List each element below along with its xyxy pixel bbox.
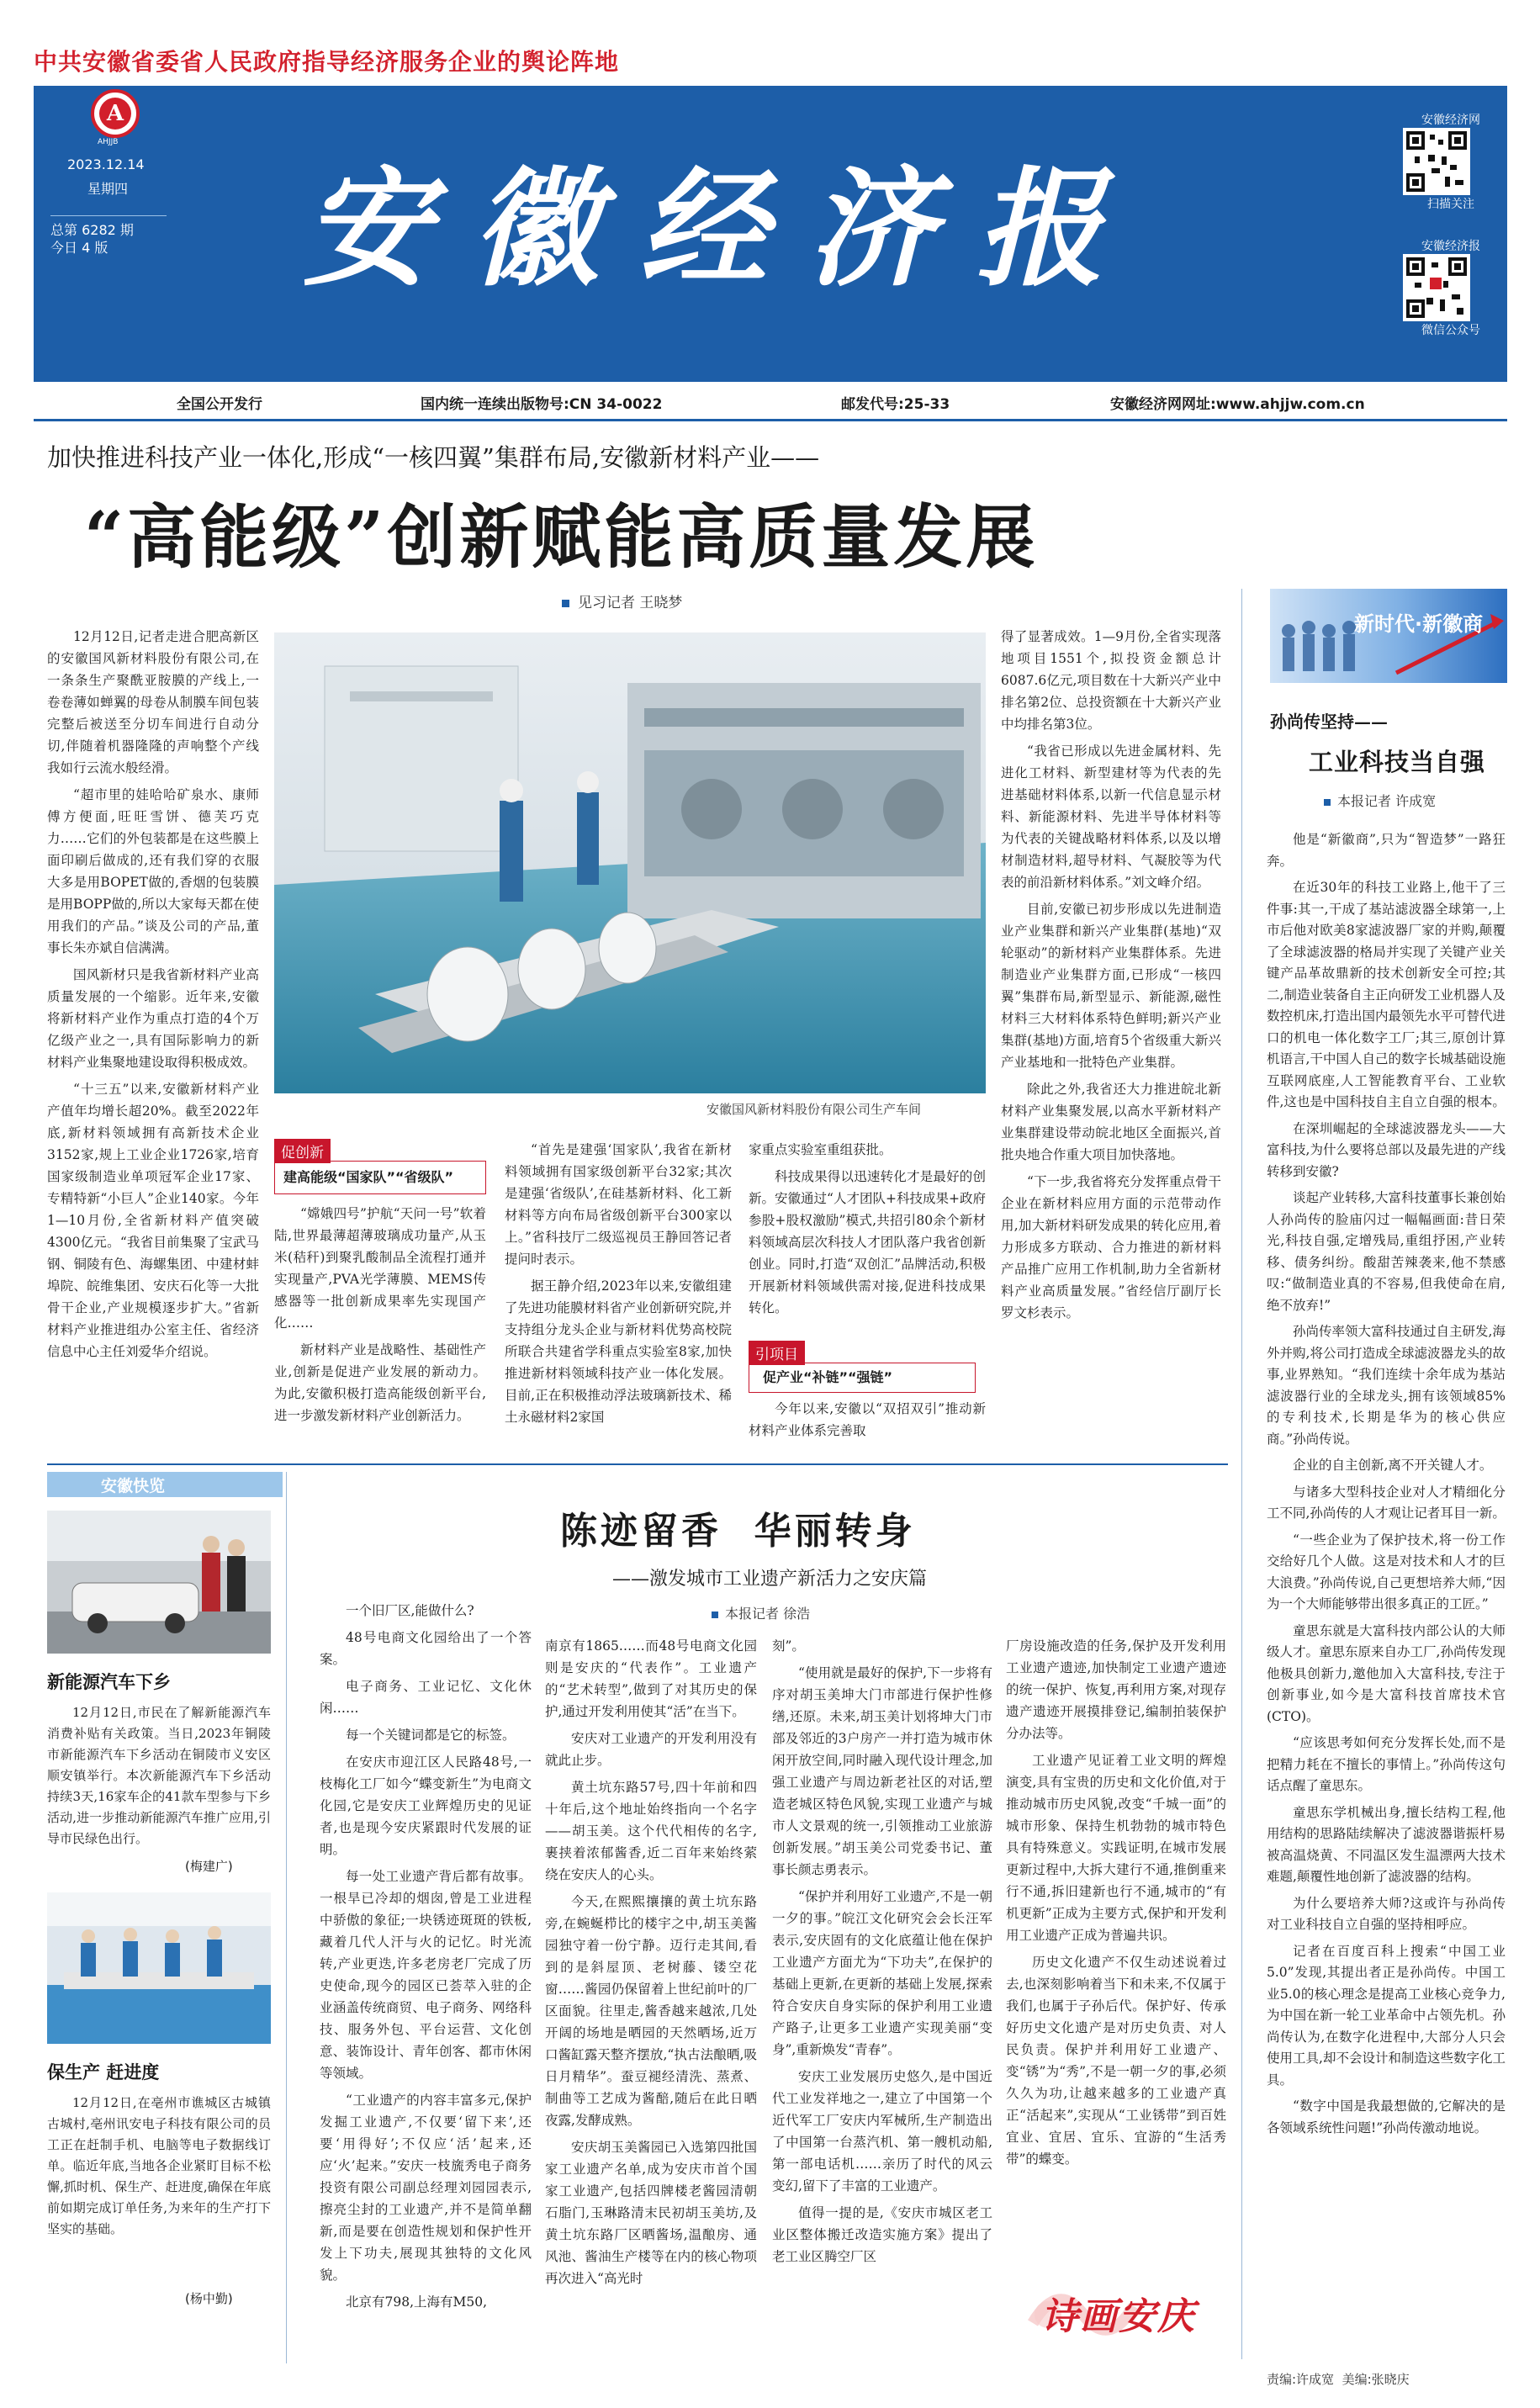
qr-code-wechat[interactable]	[1403, 254, 1470, 321]
masthead-title: 安徽经济报	[303, 153, 1144, 304]
masthead-divider	[34, 419, 1507, 421]
feature-para: 安庆胡玉美酱园已入选第四批国家工业遗产名单,成为安庆市首个国家工业遗产,包括四牌楼老酱园清朝石脂门,玉琳路清末民初胡玉美坊,及黄土坑东路厂区晒酱场,温酿房、通风池、酱油生产楼等在内的核心物项再次进入“高光时	[545, 2140, 757, 2286]
masthead-slogan: 中共安徽省委省人民政府指导经济服务企业的舆论阵地	[34, 48, 620, 76]
lead-photo-factory	[274, 632, 986, 1093]
feature-byline	[712, 1603, 810, 1622]
page-footer-editors: 责编:许成宽 美编:张晓庆	[1267, 2372, 1410, 2387]
right-para: 为什么要培养大师?这或许与孙尚传对工业科技自立自强的坚持相呼应。	[1267, 1895, 1506, 1932]
right-para: 在近30年的科技工业路上,他干了三件事:其一,干成了基站滤波器全球第一,上市后他对欧美8家滤波器厂家的并购,颠覆了全球滤波器的格局并实现了关键产业关键产品革故鼎新的技术创新安全可控;其二,制造业装备自主正向研发工业机器人及数控机床,打造出国内最领先水平可替代进口的机电一体化数字工厂;其三,原创计算机语言,干中国人自己的数字长城基础设施互联网底座,人工智能教育平台、工业软件,这也是中国科技自主自立自强的根本。	[1267, 880, 1506, 1109]
feature-headline: 陈迹留香 华丽转身	[560, 1510, 916, 1553]
quick-news-label	[47, 1472, 283, 1497]
lead-para: 今年以来,安徽以“双招双引”推动新材料产业体系完善取	[749, 1401, 986, 1438]
feature-para: 工业遗产见证着工业文明的辉煌演变,具有宝贵的历史和文化价值,对于推动城市历史风貌,改变“千城一面”的城市形象、保持生机勃勃的城市特色具有特殊意义。实践证明,在城市发展更新过程中,大拆大建行不通,推倒重来行不通,拆旧建新也行不通,城市的“有机更新”正成为主要方式,保护和开发利用工业遗产正成为普遍共识。	[1006, 1753, 1226, 1943]
feature-col-4	[1006, 1635, 1226, 2224]
lead-col-2	[274, 1203, 486, 1423]
right-para: 孙尚传率领大富科技通过自主研发,海外并购,将公司打造成全球滤波器龙头的故事,业界熟知。“我们连续十余年成为基站滤波器行业的全球龙头,拥有该领域85%的专利技术,长期是华为的核心供应商。”孙尚传说。	[1267, 1324, 1506, 1447]
section-subhead-projects	[749, 1363, 976, 1393]
infobar-cn: 国内统一连续出版物号:CN 34-0022	[421, 396, 663, 413]
lead-para: 科技成果得以迅速转化才是最好的创新。安徽通过“人才团队+科技成果+政府参股+股权激励”模式,共招引80余个新材料领域高层次科技人才团队落户我省创新创业。同时,打造“双创汇”品牌活动,积极开展新材料领域供需对接,促进科技成果转化。	[749, 1169, 986, 1315]
subhead-text: 建高能级“国家队”“省级队”	[283, 1169, 454, 1185]
feature-para: 在安庆市迎江区人民路48号,一枝梅化工厂如今“蝶变新生”为电商文化园,它是安庆工业辉煌历史的见证者,也是现今安庆紧跟时代发展的证明。	[320, 1754, 532, 1857]
feature-para: 北京有798,上海有M50,	[346, 2294, 488, 2310]
right-para: “数字中国是我最想做的,它解决的是各领域系统性问题!”孙尚传激动地说。	[1267, 2098, 1506, 2135]
feature-subhead: ——激发城市工业遗产新活力之安庆篇	[612, 1569, 928, 1590]
byline-marker-icon	[562, 600, 569, 607]
byline-marker-icon	[1324, 799, 1331, 806]
photo-factory-workers	[47, 1892, 271, 2044]
feature-para: “保护并利用好工业遗产,不是一朝一夕的事。”皖江文化研究会会长汪军表示,安庆固有的文化底蕴让他在保护工业遗产方面尤为“下功夫”,在保护的基础上更新,在更新的基础上发展,探索符合安庆自身实际的保护利用工业遗产路子,让更多工业遗产实现美丽“变身”,重新焕发“青春”。	[772, 1889, 992, 2057]
right-column-divider	[1241, 589, 1242, 2359]
right-para: 企业的自主创新,离不开关键人才。	[1293, 1458, 1493, 1473]
issue-number: 总第 6282 期	[50, 215, 167, 239]
lead-col-3	[505, 1139, 732, 1425]
lead-kicker: 加快推进科技产业一体化,形成“一核四翼”集群布局,安徽新材料产业——	[47, 443, 820, 472]
column-banner-new-anhui-merchants	[1270, 589, 1507, 683]
stamp-text: 诗画安庆	[1041, 2295, 1196, 2338]
lead-para: 12月12日,记者走进合肥高新区的安徽国风新材料股份有限公司,在一条条生产聚酰亚胺膜的产线上,一卷卷薄如蝉翼的母卷从制膜车间包装完整后被送至分切车间进行自动分切,伴随着机器隆隆的声响整个产线我如行云流水般经滑。	[47, 629, 259, 775]
feature-para: 48号电商文化园给出了一个答案。	[320, 1630, 532, 1667]
right-para: 他是“新徽商”,只为“智造梦”一路狂奔。	[1267, 832, 1506, 869]
feature-para: 今天,在熙熙攘攘的黄土坑东路旁,在蜿蜒栉比的楼宇之中,胡玉美酱园独守着一份宁静。迈行走其间,看到的是斜屋顶、老树藤、镂空花窗……酱园仍保留着上世纪前叶的厂区面貌。往里走,酱香越来越浓,几处开阔的场地是晒园的天然晒场,近万口酱缸露天整齐摆放,“执古法酿晒,吸日月精华”。蚕豆褪经清洗、蒸煮、制曲等工艺成为酱醅,随后在此日晒夜露,发酵成熟。	[545, 1894, 757, 2128]
photo-ev-countryside	[47, 1511, 271, 1654]
feature-para: 黄土坑东路57号,四十年前和四十年后,这个地址始终指向一个名字——胡玉美。这个代代相传的名字,裹挟着浓郁酱香,近二百年来始终萦绕在安庆人的心头。	[545, 1780, 757, 1882]
lead-headline: “高能级”创新赋能高质量发展	[84, 497, 1039, 578]
quick-item1-title: 新能源汽车下乡	[47, 1671, 171, 1692]
issue-weekday: 星期四	[87, 181, 129, 197]
lower-section-divider	[47, 1463, 1228, 1465]
quick-item1-body	[47, 1702, 271, 1854]
quick-item1-credit: (梅建广)	[185, 1859, 233, 1874]
newspaper-logo: A	[91, 89, 140, 138]
right-para: 在深圳崛起的全球滤波器龙头——大富科技,为什么要将总部以及最先进的产线转移到安徽?	[1267, 1120, 1506, 1179]
lead-photo-caption: 安徽国风新材料股份有限公司生产车间	[706, 1102, 922, 1117]
infobar-postal: 邮发代号:25-33	[841, 396, 950, 413]
infobar-website[interactable]: 安徽经济网网址:www.ahjjw.com.cn	[1110, 396, 1365, 413]
lead-col-1	[47, 626, 259, 1538]
lead-para: 新材料产业是战略性、基础性产业,创新是促进产业发展的新动力。为此,安徽积极打造高能级创新平台,进一步激发新材料产业创新活力。	[274, 1342, 486, 1423]
right-para: “一些企业为了保护技术,将一份工作交给好几个人做。这是对技术和人才的巨大浪费。”孙尚传说,自己更想培养大师,“因为一个大师能够带出很多真正的工匠。”	[1267, 1532, 1506, 1612]
feature-byline-text: 本报记者 徐浩	[725, 1606, 811, 1622]
quick-news-label-text: 安徽快览	[101, 1477, 166, 1495]
lead-para: 国风新材只是我省新材料产业高质量发展的一个缩影。近年来,安徽将新材料产业作为重点打造的4个万亿级产业之一,具有国际影响力的新材料产业集聚地建设取得积极成效。	[47, 967, 259, 1070]
issue-date: 2023.12.14	[67, 156, 145, 172]
lead-para: “嫦娥四号”护航“天问一号”软着陆,世界最薄超薄玻璃成功量产,从玉米(秸秆)到聚乳酸制品全流程打通并实现量产,PVA光学薄膜、MEMS传感器等一批创新成果率先实现国产化……	[274, 1206, 486, 1331]
lead-col-4b	[749, 1398, 986, 1448]
lead-para: 得了显著成效。1—9月份,全省实现落地项目1551个,拟投资金额总计6087.6亿元,项目数在十大新兴产业中排名第2位、总投资额在十大新兴产业中均排名第3位。	[1001, 629, 1221, 732]
byline-marker-icon	[712, 1612, 718, 1618]
lead-para: 除此之外,我省还大力推进皖北新材料产业集聚发展,以高水平新材料产业集群建设带动皖北地区全面振兴,首批央地合作重大项目加快落地。	[1001, 1082, 1221, 1162]
infobar-distribution: 全国公开发行	[177, 396, 262, 413]
right-para: 与诸多大型科技企业对人才精细化分工不同,孙尚传的人才观让记者耳目一新。	[1267, 1484, 1506, 1521]
quick-para: 12月12日,在亳州市谯城区古城镇古城村,亳州讯安电子科技有限公司的员工正在赶制手机、电脑等电子数据线订单。临近年底,当地各企业紧盯目标不松懈,抓时机、保生产、赶进度,确保在年底前如期完成订单任务,为来年的生产打下坚实的基础。	[47, 2095, 271, 2236]
quick-item2-credit: (杨中勤)	[185, 2291, 233, 2306]
feature-para: 每一个关键词都是它的标签。	[346, 1728, 516, 1743]
quick-item2-title: 保生产 赶进度	[47, 2061, 160, 2083]
tag-label: 促创新	[274, 1139, 331, 1163]
lead-para: “下一步,我省将充分发挥重点骨干企业在新材料应用方面的示范带动作用,加大新材料研发成果的转化应用,着力形成多方联动、合力推进的新材料产品推广应用工作机制,助力全省新材料产业高质量发展。”省经信厅副厅长罗文杉表示。	[1001, 1174, 1221, 1320]
banner-text: 新时代·新徽商	[1354, 612, 1484, 636]
feature-col-3	[772, 1635, 992, 2340]
lead-para: 目前,安徽已初步形成以先进制造业产业集群和新兴产业集群(基地)“双轮驱动”的新材料产业集群体系。先进制造业产业集群方面,已形成“一核四翼”集群布局,新型显示、新能源,磁性材料三大材料体系特色鲜明;新兴产业集群(基地)方面,培育5个省级重大新兴产业基地和一批特色产业集群。	[1001, 902, 1221, 1070]
right-para: 童思东就是大富科技内部公认的大师级人才。童思东原来自办工厂,孙尚传发现他极具创新力,邀他加入大富科技,专注于创新事业,如今是大富科技首席技术官(CTO)。	[1267, 1622, 1506, 1724]
feature-para: 刻”。	[772, 1638, 805, 1654]
section-tag-projects	[749, 1341, 805, 1365]
subhead-text: 促产业“补链”“强链”	[763, 1369, 893, 1385]
lead-para: 据王静介绍,2023年以来,安徽组建了先进功能膜材料省产业创新研究院,并支持组分龙头企业与新材料优势高校院所联合共建省学科重点实验室8家,加快推进新材料领域科技产业一体化发展。目前,正在积极推动浮法玻璃新技术、稀土永磁材料2家国	[505, 1278, 732, 1425]
quick-item2-body	[47, 2093, 271, 2286]
logo-text: AHJJB	[98, 138, 119, 146]
lead-para: “首先是建强‘国家队’,我省在新材料领域拥有国家级创新平台32家;其次是建强‘省级队’,在硅基新材料、化工新材料等方向布局省级创新平台300家以上。”省科技厅二级巡视员王静回答记者提问时表示。	[505, 1142, 732, 1267]
right-para: 记者在百度百科上搜索“中国工业5.0”发现,其提出者正是孙尚传。中国工业5.0的核心理念是提高工业核心竞争力,为中国在新一轮工业革命中占领先机。孙尚传认为,在数字化进程中,大部分人只会使用工具,却不会设计和制造这些数字化工具。	[1267, 1943, 1506, 2088]
qr-code-website[interactable]	[1403, 128, 1470, 195]
issue-pages: 今日 4 版	[50, 240, 108, 256]
right-byline-text: 本报记者 许成宽	[1337, 793, 1437, 809]
qr2-label-bottom: 微信公众号	[1421, 324, 1480, 337]
lead-col-4a	[749, 1139, 986, 1337]
feature-para: 值得一提的是,《安庆市城区老工业区整体搬迁改造实施方案》提出了老工业区腾空厂区	[772, 2205, 992, 2264]
feature-col-2	[545, 1635, 757, 2340]
feature-para: 一个旧厂区,能做什么?	[346, 1603, 474, 1618]
lead-para: “十三五”以来,安徽新材料产业产值年均增长超20%。截至2022年底,新材料领域拥有高新技术企业3152家,规上工业企业1726家,培育国家级制造业单项冠军企业17家、专精特新“小巨人”企业140家。今年1—10月份,全省新材料产值突破4300亿元。“我省目前集聚了宝武马钢、铜陵有色、海螺集团、中建材蚌埠院、皖维集团、安庆石化等一大批骨干企业,产业规模逐步扩大。”省新材料产业推进组办公室主任、省经济信息中心主任刘爱华介绍说。	[47, 1082, 259, 1359]
quick-para: 12月12日,市民在了解新能源汽车消费补贴有关政策。当日,2023年铜陵市新能源汽车下乡活动在铜陵市义安区顺安镇举行。本次新能源汽车下乡活动持续3天,16家车企的41款车型参与下乡活动,进一步推动新能源汽车推广应用,引导市民绿色出行。	[47, 1705, 271, 1846]
right-body	[1267, 829, 1506, 2353]
qr1-label-top: 安徽经济网	[1421, 114, 1480, 127]
section-tag-innovation	[274, 1139, 331, 1163]
right-byline	[1324, 791, 1436, 810]
right-para: 谈起产业转移,大富科技董事长兼创始人孙尚传的脸庙闪过一幅幅画面:昔日荣光,科技自强,定增残局,重组抒困,产业转移、债务纠纷。酸甜苦辣袭来,他不禁感叹:“做制造业真的不容易,但我使命在肩,绝不放弃!”	[1267, 1190, 1506, 1313]
tag-label: 引项目	[749, 1341, 805, 1365]
lead-para: “我省已形成以先进金属材料、先进化工材料、新型建材等为代表的先进基础材料体系,以新一代信息显示材料、新能源材料、先进半导体材料等为代表的关键战略材料体系,以及以增材制造材料,超导材料、气凝胶等为代表的前沿新材料体系。”刘文峰介绍。	[1001, 744, 1221, 890]
feature-col-1	[320, 1600, 532, 2340]
lead-byline-text: 见习记者 王晓梦	[578, 595, 683, 611]
right-para: 童思东学机械出身,擅长结构工程,他用结构的思路陆续解决了滤波器谐振杆易被高温烧黄、不同温区发生温漂两大技术难题,颠覆性地创新了滤波器的结构。	[1267, 1804, 1506, 1884]
section-subhead-innovation	[274, 1161, 486, 1194]
feature-para: “工业遗产的内容丰富多元,保护发掘工业遗产,不仅要‘留下来’,还要‘用得好’;不仅应‘活’起来,还应‘火’起来。”安庆一枝旒秀电子商务投资有限公司副总经理刘园园表示,擦亮尘封的工业遗产,并不是简单翻新,而是要在创造性规划和保护性开发上下功夫,展现其独特的文化风貌。	[320, 2093, 532, 2283]
feature-para: 厂房设施改造的任务,保护及开发利用工业遗产遗迹,加快制定工业遗产遗迹的统一保护、恢复,再利用方案,对现存遗产遗迹开展摸排登记,编制拍装保护分办法等。	[1006, 1638, 1226, 1741]
feature-para: 安庆对工业遗产的开发利用没有就此止步。	[545, 1731, 757, 1768]
feature-para: 历史文化遗产不仅生动述说着过去,也深刻影响着当下和未来,不仅属于我们,也属于子孙后代。保护好、传承好历史文化遗产是对历史负责、对人民负责。保护并利用好工业遗产、变“锈”为“秀”,不是一朝一夕的事,必须久久为功,让越来越多的工业遗产真正“活起来”,实现从“工业锈带”到百姓宜业、宜居、宜乐、宜游的“生活秀带”的蝶变。	[1006, 1955, 1226, 2167]
feature-para: “使用就是最好的保护,下一步将有序对胡玉美坤大门市部进行保护性修缮,还原。未来,胡玉美计划将坤大门市部及邻近的3户房产一并打造为城市休闲开放空间,同时融入现代设计理念,加强工业遗产与周边新老社区的对话,塑造老城区特色风貌,实现工业遗产与城市人文景观的统一,引领推动工业旅游创新发展。”胡玉美公司党委书记、董事长颜志勇表示。	[772, 1665, 992, 1877]
right-para: “应该思考如何充分发挥长处,而不是把精力耗在不擅长的事情上。”孙尚传这句话点醒了童思东。	[1267, 1735, 1506, 1793]
feature-para: 安庆工业发展历史悠久,是中国近代工业发祥地之一,建立了中国第一个近代军工厂安庆内军械所,生产制造出了中国第一台蒸汽机、第一艘机动船,第一部电话机……亲历了时代的风云变幻,留下了丰富的工业遗产。	[772, 2069, 992, 2194]
lead-para: “超市里的娃哈哈矿泉水、康师傅方便面,旺旺雪饼、德芙巧克力……它们的外包装都是在这些膜上面印刷后做成的,还有我们穿的衣服大多是用BOPET做的,香烟的包装膜是用BOPP做的,所以大家每天都在使用我们的产品。”谈及公司的产品,董事长朱亦斌自信满满。	[47, 787, 259, 955]
lead-byline	[562, 590, 682, 611]
qr2-label-top: 安徽经济报	[1421, 240, 1480, 253]
feature-para: 每一处工业遗产背后都有故事。一根旱已冷却的烟囱,曾是工业进程中骄傲的象征;一块锈迹斑斑的铁板,藏着几代人汗与火的记忆。时光流转,产业更迭,许多老房老厂完成了历史使命,现今的园区已荟萃入驻的企业涵盖传统商贸、电子商务、网络科技、服务外包、平台运营、文化创意、装饰设计、青年创客、都市休闲等领域。	[320, 1869, 532, 2081]
lead-col-5	[1001, 626, 1221, 1391]
feature-stamp-poetic-anqing	[1024, 2264, 1218, 2348]
quick-news-divider	[286, 1472, 287, 2363]
lead-para: 家重点实验室重组获批。	[749, 1142, 892, 1157]
feature-para: 南京有1865……而48号电商文化园则是安庆的“代表作”。工业遗产的“艺术转型”,做到了对其历史的保护,通过开发利用使其“活”在当下。	[545, 1638, 757, 1719]
right-headline: 工业科技当自强	[1309, 748, 1486, 776]
right-kicker: 孙尚传坚持——	[1270, 712, 1388, 732]
qr1-label-bottom: 扫描关注	[1427, 198, 1474, 211]
feature-para: 电子商务、工业记忆、文化休闲……	[320, 1679, 532, 1716]
